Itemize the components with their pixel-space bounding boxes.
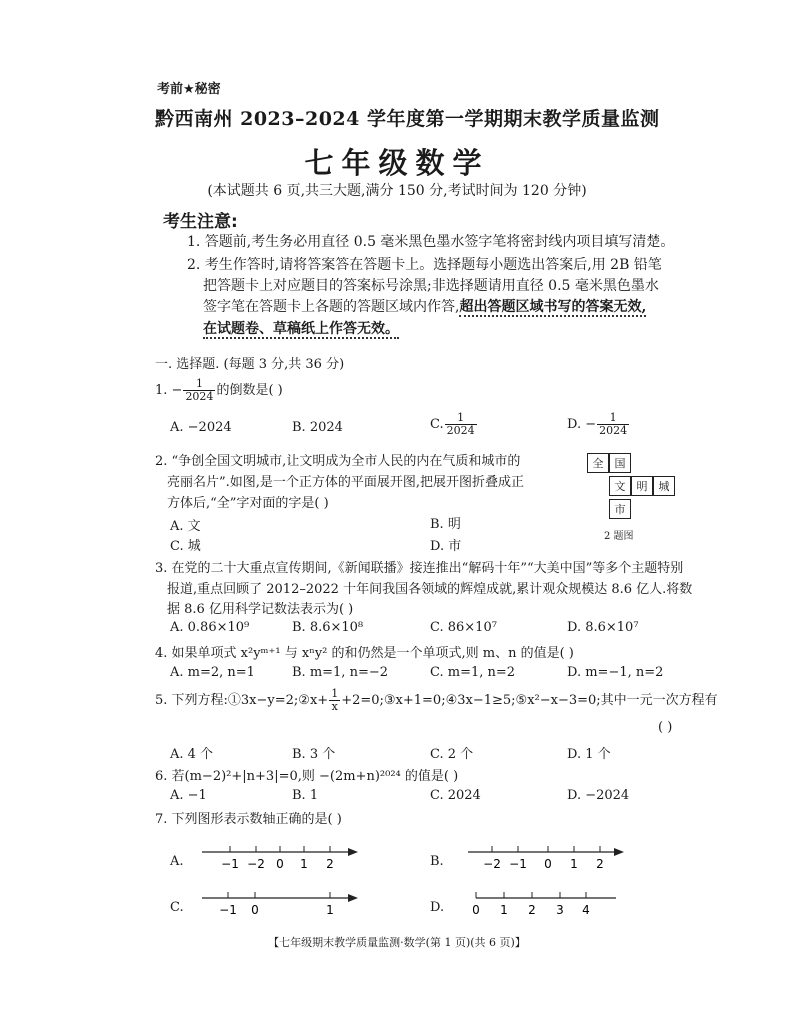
- q2-option-d: D. 市: [430, 539, 462, 554]
- question-1-stem: [155, 378, 283, 403]
- q1-option-a: A. −2024: [170, 420, 232, 435]
- q1-c-num: 1: [445, 412, 477, 425]
- axis-a-label: 2: [326, 857, 334, 871]
- axis-b-label: −1: [509, 857, 527, 871]
- q2-line-2: 亮丽名片”.如图,是一个正方体的平面展开图,把展开图折叠成正: [167, 475, 525, 490]
- q3-option-b: B. 8.6×10⁸: [292, 620, 364, 635]
- q5-stem: [155, 688, 718, 713]
- axis-a-arrow: [348, 848, 358, 856]
- net-cell-guo: 国: [609, 453, 631, 473]
- axis-d-label: 1: [500, 903, 508, 917]
- q7-axis-c: [200, 886, 360, 922]
- notice-title: 考生注意:: [163, 212, 238, 232]
- q5-frac-den: x: [331, 700, 338, 713]
- q3-option-d: D. 8.6×10⁷: [567, 620, 639, 635]
- q5-fraction: [329, 688, 340, 713]
- notice-line-3: 把答题卡上对应题目的答案标号涂黑;非选择题请用直径 0.5 毫米黑色墨水: [203, 278, 659, 294]
- page-footer: 【七年级期末教学质量监测·数学(第 1 页)(共 6 页)】: [268, 936, 526, 949]
- q6-option-c: C. 2024: [430, 788, 481, 803]
- q2-option-a: A. 文: [170, 519, 201, 534]
- q3-option-c: C. 86×10⁷: [430, 620, 497, 635]
- q4-stem: 4. 如果单项式 x²yᵐ⁺¹ 与 xⁿy² 的和仍然是一个单项式,则 m、n 的值是( ): [155, 646, 574, 661]
- q5-frac-num: 1: [331, 687, 339, 700]
- axis-b-arrow: [614, 848, 624, 856]
- q7-option-c: C.: [170, 900, 184, 915]
- axis-b-label: 2: [596, 857, 604, 871]
- axis-a-label: 0: [276, 857, 284, 871]
- q2-option-b: B. 明: [430, 517, 461, 532]
- notice-line-5-emphasis: 在试题卷、草稿纸上作答无效。: [203, 321, 399, 337]
- net-cell-shi: 市: [609, 499, 631, 519]
- q6-option-a: A. −1: [170, 788, 207, 803]
- q1-c-prefix: C.: [430, 417, 444, 432]
- axis-a-label: −2: [247, 857, 265, 871]
- q1-option-d: [567, 412, 630, 437]
- q5-option-b: B. 3 个: [292, 747, 336, 762]
- notice-line-4: [203, 296, 646, 316]
- q1-c-fraction: [445, 412, 477, 437]
- q1-d-den: 2024: [599, 424, 628, 437]
- q3-line-1: 3. 在党的二十大重点宣传期间,《新闻联播》接连推出“解码十年”“大美中国”等多个主题特别: [155, 561, 684, 576]
- q2-option-c: C. 城: [170, 539, 201, 554]
- notice-line-5: [203, 318, 399, 338]
- section-title: 一. 选择题. (每题 3 分,共 36 分): [155, 357, 345, 372]
- q3-line-2: 报道,重点回顾了 2012–2022 十年间我国各领域的辉煌成就,累计观众规模达 8.6 亿人.将数: [167, 582, 693, 597]
- q3-line-3: 据 8.6 亿用科学记数法表示为( ): [167, 602, 354, 617]
- q2-line-1: 2. “争创全国文明城市,让文明成为全市人民的内在气质和城市的: [155, 454, 521, 469]
- q6-option-d: D. −2024: [567, 788, 630, 803]
- axis-d-label: 3: [556, 903, 564, 917]
- q5-option-d: D. 1 个: [567, 747, 611, 762]
- axis-d-label: 0: [472, 903, 480, 917]
- cube-net-caption: 2 题图: [604, 531, 634, 542]
- notice-line-4-emphasis: 超出答题区域书写的答案无效,: [459, 299, 647, 315]
- q5-answer-paren: ( ): [658, 720, 673, 735]
- q2-line-3: 方体后,“全”字对面的字是( ): [167, 496, 329, 511]
- q4-option-c: C. m=1, n=2: [430, 665, 516, 680]
- q1-frac-num: 1: [183, 378, 215, 391]
- q6-option-b: B. 1: [292, 788, 319, 803]
- q7-axis-d: [466, 886, 626, 922]
- q1-stem-text: 的倒数是( ): [216, 383, 283, 398]
- q5-option-a: A. 4 个: [170, 747, 214, 762]
- net-cell-quan: 全: [587, 453, 609, 473]
- axis-b-label: −2: [483, 857, 501, 871]
- q7-axis-b: [466, 840, 626, 876]
- axis-c-arrow: [348, 894, 358, 902]
- axis-c-label: 1: [326, 903, 334, 917]
- net-cell-ming: 明: [631, 476, 653, 496]
- q1-frac-den: 2024: [185, 390, 214, 403]
- q1-number: 1. −: [155, 383, 183, 398]
- q1-option-b: B. 2024: [292, 420, 343, 435]
- exam-info: (本试题共 6 页,共三大题,满分 150 分,考试时间为 120 分钟): [207, 183, 587, 199]
- q1-option-c: [430, 412, 478, 437]
- net-cell-cheng: 城: [653, 476, 675, 496]
- subject-title: 七年级数学: [304, 146, 490, 180]
- q7-option-d: D.: [430, 900, 445, 915]
- axis-a-label: 1: [300, 857, 308, 871]
- q1-d-prefix: D. −: [567, 417, 597, 432]
- axis-b-label: 0: [544, 857, 552, 871]
- axis-c-label: −1: [219, 903, 237, 917]
- q5-stem-b: +2=0;③x+1=0;④3x−1≥5;⑤x²−x−3=0;其中一元一次方程有: [341, 693, 718, 708]
- axis-d-label: 2: [528, 903, 536, 917]
- q7-option-b: B.: [430, 854, 444, 869]
- axis-c-label: 0: [251, 903, 259, 917]
- notice-line-1: 1. 答题前,考生务必用直径 0.5 毫米黑色墨水签字笔将密封线内项目填写清楚。: [187, 234, 675, 250]
- confidential-label: 考前★秘密: [157, 82, 221, 97]
- q7-option-a: A.: [170, 854, 184, 869]
- axis-d-label: 4: [582, 903, 590, 917]
- notice-line-4-a: 签字笔在答题卡上各题的答题区域内作答,: [203, 299, 460, 315]
- q5-option-c: C. 2 个: [430, 747, 474, 762]
- q7-stem: 7. 下列图形表示数轴正确的是( ): [155, 812, 342, 827]
- exam-title: 黔西南州 2023–2024 学年度第一学期期末教学质量监测: [155, 108, 660, 130]
- q6-stem: 6. 若(m−2)²+|n+3|=0,则 −(2m+n)²⁰²⁴ 的值是( ): [155, 769, 459, 784]
- q1-c-den: 2024: [446, 424, 475, 437]
- q1-d-fraction: [597, 412, 629, 437]
- net-cell-wen: 文: [609, 476, 631, 496]
- q4-option-b: B. m=1, n=−2: [292, 665, 389, 680]
- notice-line-2: 2. 考生作答时,请将答案答在答题卡上。选择题每小题选出答案后,用 2B 铅笔: [187, 257, 662, 273]
- q4-option-d: D. m=−1, n=2: [567, 665, 664, 680]
- q1-fraction: [183, 378, 215, 403]
- q3-option-a: A. 0.86×10⁹: [170, 620, 250, 635]
- axis-a-label: −1: [221, 857, 239, 871]
- q5-stem-a: 5. 下列方程:①3x−y=2;②x+: [155, 693, 329, 708]
- q4-option-a: A. m=2, n=1: [170, 665, 255, 680]
- q1-d-num: 1: [597, 412, 629, 425]
- q7-axis-a: [200, 840, 360, 876]
- axis-b-label: 1: [570, 857, 578, 871]
